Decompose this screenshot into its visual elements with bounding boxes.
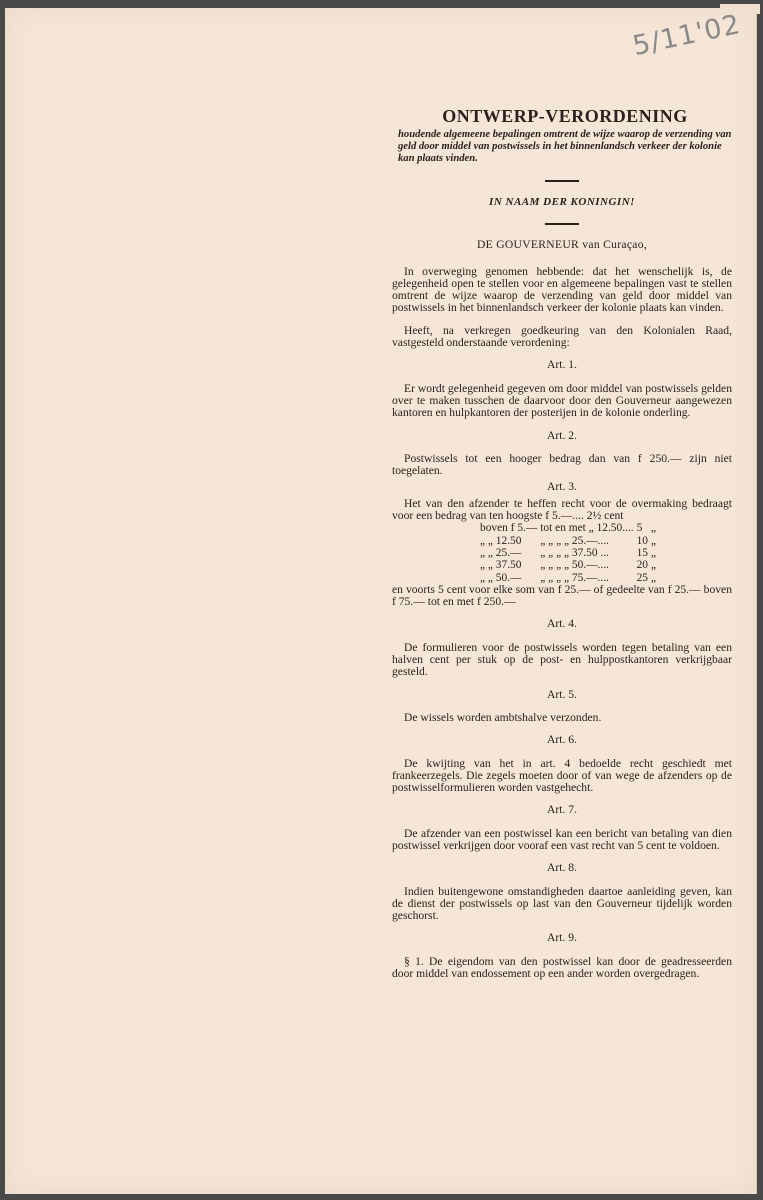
article-text: De formulieren voor de postwissels worden tegen betaling van een halven cent per stuk op de post- en hulppostkantoren verkrijgbaar gesteld. — [392, 640, 732, 679]
rate-row — [480, 559, 659, 571]
governor-heading: DE GOUVERNEUR van Curaçao, — [476, 238, 648, 252]
article-text: en voorts 5 cent voor elke som van f 25.— of gedeelte van f 25.— boven f 75.— tot en met f 250.— — [392, 582, 732, 609]
article-text: Er wordt gelegenheid gegeven om door middel van postwissels gelden over te maken tusschen de daarvoor door den Gouverneur aangewezen kantoren en hulpkantoren der posterijen in de kolonie onderling. — [392, 381, 732, 420]
article-text: De afzender van een postwissel kan een bericht van betaling van dien postwissel verkrijgen door vooraf een vast recht van 5 cent te voldoen. — [392, 826, 732, 852]
rate-row — [480, 535, 659, 547]
rate-fee: 20 — [636, 559, 648, 572]
rate-fee: 5 — [636, 522, 643, 535]
article-text: De kwijting van het in art. 4 bedoelde recht geschiedt met frankeerzegels. Die zegels moeten door of van wege de afzenders op de postwisselformulieren worden vastgehecht. — [392, 756, 732, 795]
article-heading: Art. 4. — [547, 617, 577, 631]
invocation: IN NAAM DER KONINGIN! — [489, 196, 635, 208]
document-title: ONTWERP-VERORDENING — [442, 106, 688, 126]
rate-row — [480, 522, 659, 534]
article-heading: Art. 8. — [547, 861, 577, 875]
divider-rule — [545, 223, 579, 225]
rate-unit: „ — [650, 522, 657, 535]
document-subtitle: houdende algemeene bepalingen omtrent de wijze waarop de verzending van geld door middel van postwissels in het binnenlandsch verkeer der kolonie kan plaats vinden. — [398, 129, 732, 164]
article-text: § 1. De eigendom van den postwissel kan door de geadresseerden door middel van endossement op een ander worden overgedragen. — [392, 954, 732, 981]
rate-fee: 25 — [636, 571, 648, 584]
article-text: De wissels worden ambtshalve verzonden. — [404, 710, 602, 724]
rate-fee: 10 — [636, 534, 648, 547]
rate-from: boven f 5.— — [480, 522, 538, 535]
rate-row — [480, 572, 659, 584]
rate-to: „ „ „ „ 25.—.... — [540, 534, 609, 547]
article-text: Postwissels tot een hooger bedrag dan van f 250.— zijn niet toegelaten. — [392, 451, 732, 478]
rate-to: tot en met „ 12.50.... — [540, 522, 634, 535]
article-text: Indien buitengewone omstandigheden daartoe aanleiding geven, kan de dienst der postwissels op last van den Gouverneur tijdelijk worden geschorst. — [392, 884, 732, 923]
regulation-text — [392, 106, 732, 990]
article-heading: Art. 3. — [547, 480, 577, 494]
article-heading: Art. 1. — [547, 358, 577, 372]
rate-unit: „ — [650, 571, 657, 584]
article-heading: Art. 9. — [547, 931, 577, 945]
rate-from: „ „ 12.50 — [480, 534, 522, 547]
rate-to: „ „ „ „ 50.—.... — [540, 559, 609, 572]
handwritten-date-note: 5/11'02 — [629, 8, 744, 63]
rate-fee: 15 — [636, 546, 648, 559]
rate-from: „ „ 37.50 — [480, 559, 522, 572]
divider-rule — [545, 180, 579, 182]
article-heading: Art. 6. — [547, 733, 577, 747]
rate-to: „ „ „ „ 75.—.... — [540, 571, 609, 584]
rate-from: „ „ 25.— — [480, 546, 522, 559]
article-heading: Art. 2. — [547, 428, 577, 442]
rate-from: „ „ 50.— — [480, 571, 522, 584]
rate-unit: „ — [650, 546, 657, 559]
rate-row — [480, 547, 659, 559]
rate-unit: „ — [650, 534, 657, 547]
article-text: Het van den afzender te heffen recht voor de overmaking bedraagt voor een bedrag van ten hoogste f 5.—.... 2½ cent — [392, 496, 732, 523]
preamble: In overweging genomen hebbende: dat het wenschelijk is, de gelegenheid open te stellen voor en algemeene bepalingen vast te stellen omtrent de wijze waarop de verzending van geld door middel van postwissels in het binnenlandsch verkeer der kolonie plaats kan vinden. — [392, 264, 732, 315]
article-heading: Art. 5. — [547, 687, 577, 701]
article-heading: Art. 7. — [547, 803, 577, 817]
rate-to: „ „ „ „ 37.50 ... — [540, 546, 609, 559]
rate-table — [480, 522, 659, 583]
rate-unit: „ — [650, 559, 657, 572]
enactment: Heeft, na verkregen goedkeuring van den Kolonialen Raad, vastgesteld onderstaande verordening: — [392, 323, 732, 350]
